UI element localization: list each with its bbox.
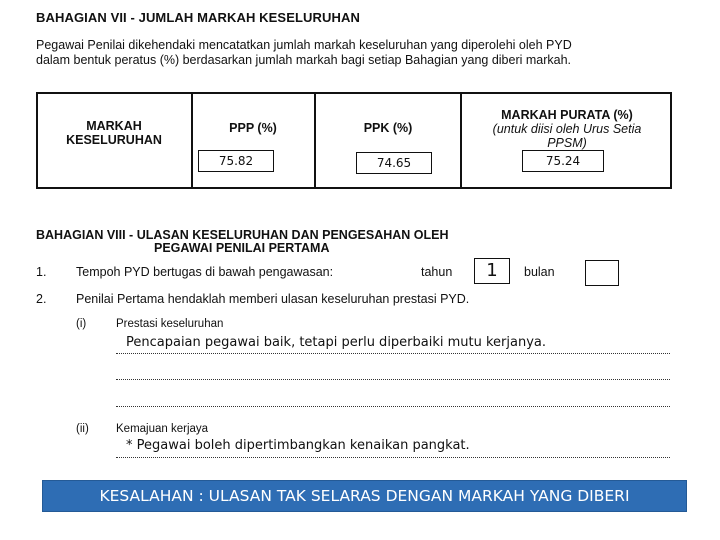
instruction-line-1: Pegawai Penilai dikehendaki mencatatkan jumlah markah keseluruhan yang diperolehi oleh PYD (36, 38, 572, 52)
section-7-title: BAHAGIAN VII - JUMLAH MARKAH KESELURUHAN (36, 10, 360, 25)
kemajuan-comment[interactable]: * Pegawai boleh dipertimbangkan kenaikan pangkat. (126, 438, 470, 453)
ppk-value-field[interactable]: 74.65 (356, 152, 432, 174)
ppp-value-field[interactable]: 75.82 (198, 150, 274, 172)
sub-item-ii-label: Kemajuan kerjaya (116, 423, 209, 435)
header-line: MARKAH PURATA (%) (501, 108, 633, 122)
tahun-field[interactable]: 1 (474, 258, 510, 284)
section-8-title (36, 229, 449, 255)
table-divider (314, 94, 316, 187)
header-markah-purata (462, 108, 672, 150)
item-1-number: 1. (36, 265, 47, 279)
section-8-title-line: BAHAGIAN VIII - ULASAN KESELURUHAN DAN PENGESAHAN OLEH (36, 228, 449, 242)
dotted-line (116, 406, 670, 407)
dotted-line (116, 457, 670, 458)
error-banner: KESALAHAN : ULASAN TAK SELARAS DENGAN MARKAH YANG DIBERI (42, 480, 687, 512)
tahun-label: tahun (421, 265, 453, 279)
section-7-instructions (36, 38, 696, 68)
header-subtext: PPSM) (547, 136, 587, 150)
sub-item-i-label: Prestasi keseluruhan (116, 318, 224, 330)
prestasi-comment[interactable]: Pencapaian pegawai baik, tetapi perlu diperbaiki mutu kerjanya. (126, 335, 547, 350)
header-line: KESELURUHAN (66, 133, 162, 147)
sub-item-i-number: (i) (76, 318, 87, 330)
instruction-line-2: dalam bentuk peratus (%) berdasarkan jumlah markah bagi setiap Bahagian yang diberi markah. (36, 53, 572, 67)
dotted-line (116, 353, 670, 354)
section-8-title-line: PEGAWAI PENILAI PERTAMA (154, 241, 330, 255)
header-ppp: PPP (%) (229, 121, 277, 135)
purata-value-field[interactable]: 75.24 (522, 150, 604, 172)
item-2-text: Penilai Pertama hendaklah memberi ulasan keseluruhan prestasi PYD. (76, 292, 470, 306)
table-divider (191, 94, 193, 187)
bulan-label: bulan (524, 265, 555, 279)
marks-table (36, 92, 672, 189)
item-2-number: 2. (36, 292, 47, 306)
sub-item-ii-number: (ii) (76, 423, 89, 435)
item-1-text: Tempoh PYD bertugas di bawah pengawasan: (76, 265, 334, 279)
header-subtext: (untuk diisi oleh Urus Setia (492, 122, 642, 136)
dotted-line (116, 379, 670, 380)
header-line: MARKAH (86, 119, 142, 133)
bulan-field[interactable] (585, 260, 619, 286)
header-ppk: PPK (%) (363, 121, 413, 135)
header-markah-keseluruhan (44, 119, 184, 147)
